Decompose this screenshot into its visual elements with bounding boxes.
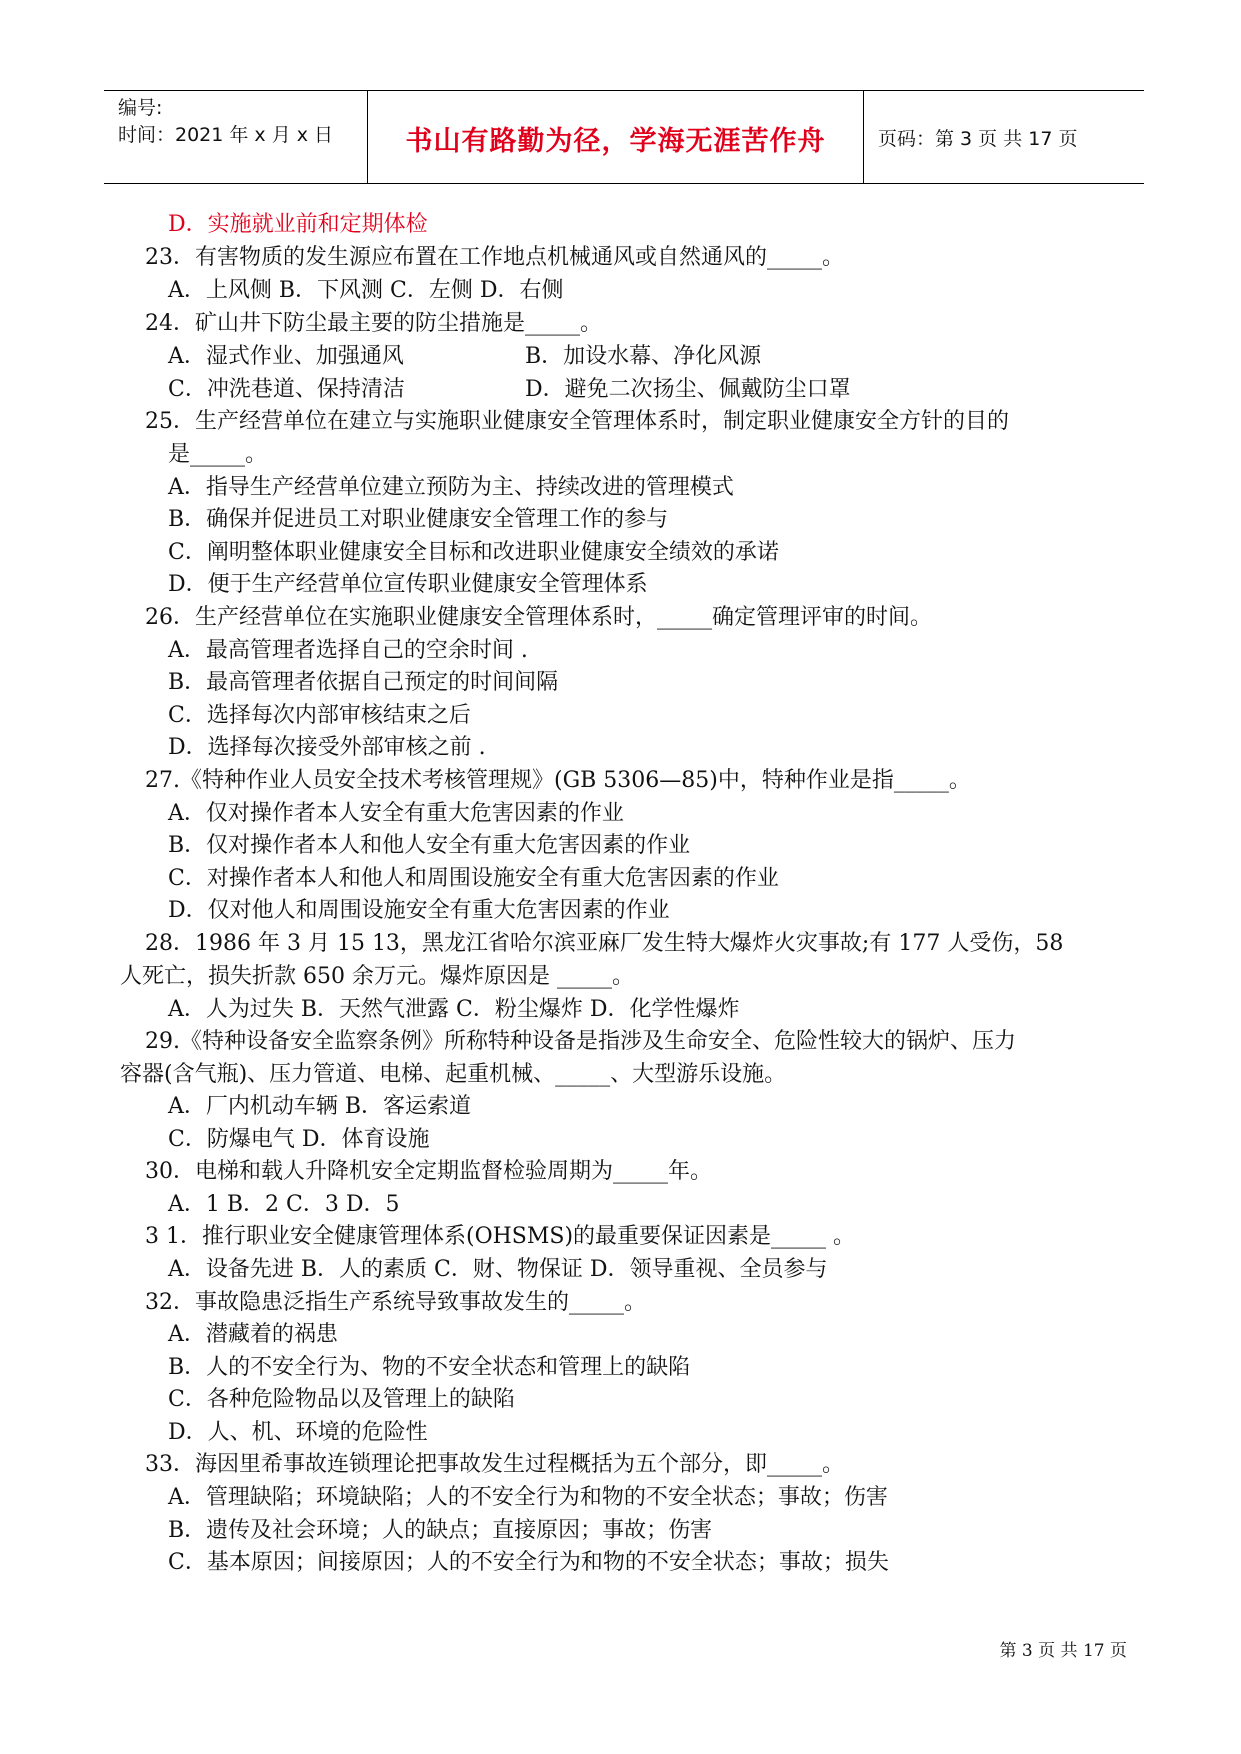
option-line: A．上风侧 B．下风测 C．左侧 D．右侧 — [168, 278, 564, 303]
question-line: 33．海因里希事故连锁理论把事故发生过程概括为五个部分，即_____。 — [145, 1452, 844, 1477]
question-line: 29.《特种设备安全监察条例》所称特种设备是指涉及生命安全、危险性较大的锅炉、压力 — [145, 1029, 1016, 1054]
question-line: 24．矿山井下防尘最主要的防尘措施是_____。 — [145, 311, 602, 336]
serial-label: 编号: — [118, 97, 163, 119]
option-line: B．确保并促进员工对职业健康安全管理工作的参与 — [168, 507, 669, 532]
option-line: C．对操作者本人和他人和周围设施安全有重大危害因素的作业 — [168, 866, 779, 891]
option-line: C．冲洗巷道、保持清洁 D．避免二次扬尘、佩戴防尘口罩 — [168, 377, 851, 402]
question-line: 32．事故隐患泛指生产系统导致事故发生的_____。 — [145, 1290, 646, 1315]
option-line: A．设备先进 B．人的素质 C．财、物保证 D．领导重视、全员参与 — [168, 1257, 828, 1282]
question-line: 是_____。 — [168, 442, 268, 467]
question-line: 27.《特种作业人员安全技术考核管理规》(GB 5306—85)中，特种作业是指_____。 — [145, 768, 971, 793]
option-line: D．实施就业前和定期体检 — [168, 212, 428, 237]
option-line: B．人的不安全行为、物的不安全状态和管理上的缺陷 — [168, 1355, 691, 1380]
time-label: 时间：2021 年 x 月 x 日 — [118, 124, 334, 146]
option-line: B．最高管理者依据自己预定的时间间隔 — [168, 670, 559, 695]
question-line: 23．有害物质的发生源应布置在工作地点机械通风或自然通风的_____。 — [145, 245, 844, 270]
page-footer: 第 3 页 共 17 页 — [999, 1641, 1127, 1661]
motto-text: 书山有路勤为径，学海无涯苦作舟 — [405, 126, 826, 157]
header-page-cell — [864, 91, 1144, 183]
option-line: B．遗传及社会环境；人的缺点；直接原因；事故；伤害 — [168, 1518, 713, 1543]
option-line: C．各种危险物品以及管理上的缺陷 — [168, 1387, 515, 1412]
header-motto-cell — [368, 91, 864, 183]
option-line: A．1 B．2 C．3 D．5 — [168, 1192, 400, 1217]
question-line: 26．生产经营单位在实施职业健康安全管理体系时，_____确定管理评审的时间。 — [145, 605, 932, 630]
document-header — [104, 90, 1144, 184]
option-line: C．防爆电气 D．体育设施 — [168, 1127, 430, 1152]
question-line: 容器(含气瓶)、压力管道、电梯、起重机械、_____、大型游乐设施。 — [120, 1062, 787, 1087]
question-line: 25．生产经营单位在建立与实施职业健康安全管理体系时，制定职业健康安全方针的目的 — [145, 409, 1009, 434]
question-line: 人死亡，损失折款 650 余万元。爆炸原因是 _____。 — [120, 964, 634, 989]
option-line: A．仅对操作者本人安全有重大危害因素的作业 — [168, 801, 624, 826]
option-line: C．基本原因；间接原因；人的不安全行为和物的不安全状态；事故；损失 — [168, 1550, 889, 1575]
question-line: 28．1986 年 3 月 15 13，黑龙江省哈尔滨亚麻厂发生特大爆炸火灾事故;有 177 人受伤，58 — [145, 931, 1064, 956]
question-line: 30．电梯和载人升降机安全定期监督检验周期为_____年。 — [145, 1159, 712, 1184]
option-line: C．选择每次内部审核结束之后 — [168, 703, 471, 728]
option-line: C．阐明整体职业健康安全目标和改进职业健康安全绩效的承诺 — [168, 540, 779, 565]
option-line: A．湿式作业、加强通风 B．加设水幕、净化风源 — [168, 344, 762, 369]
option-line: D．便于生产经营单位宣传职业健康安全管理体系 — [168, 572, 648, 597]
option-line: D．仅对他人和周围设施安全有重大危害因素的作业 — [168, 898, 670, 923]
option-line: A．厂内机动车辆 B．客运索道 — [168, 1094, 472, 1119]
option-line: A．管理缺陷；环境缺陷；人的不安全行为和物的不安全状态；事故；伤害 — [168, 1485, 888, 1510]
option-line: B．仅对操作者本人和他人安全有重大危害因素的作业 — [168, 833, 691, 858]
option-line: A．潜藏着的祸患 — [168, 1322, 338, 1347]
option-line: D．人、机、环境的危险性 — [168, 1420, 428, 1445]
question-line: 3 1．推行职业安全健康管理体系(OHSMS)的最重要保证因素是_____ 。 — [145, 1224, 856, 1249]
option-line: A．最高管理者选择自己的空余时间 . — [168, 638, 528, 663]
option-line: D．选择每次接受外部审核之前 . — [168, 735, 486, 760]
header-meta-cell — [104, 91, 368, 183]
option-line: A．指导生产经营单位建立预防为主、持续改进的管理模式 — [168, 475, 734, 500]
option-line: A．人为过失 B．天然气泄露 C．粉尘爆炸 D．化学性爆炸 — [168, 997, 740, 1022]
page-number-label: 页码：第 3 页 共 17 页 — [878, 128, 1078, 150]
